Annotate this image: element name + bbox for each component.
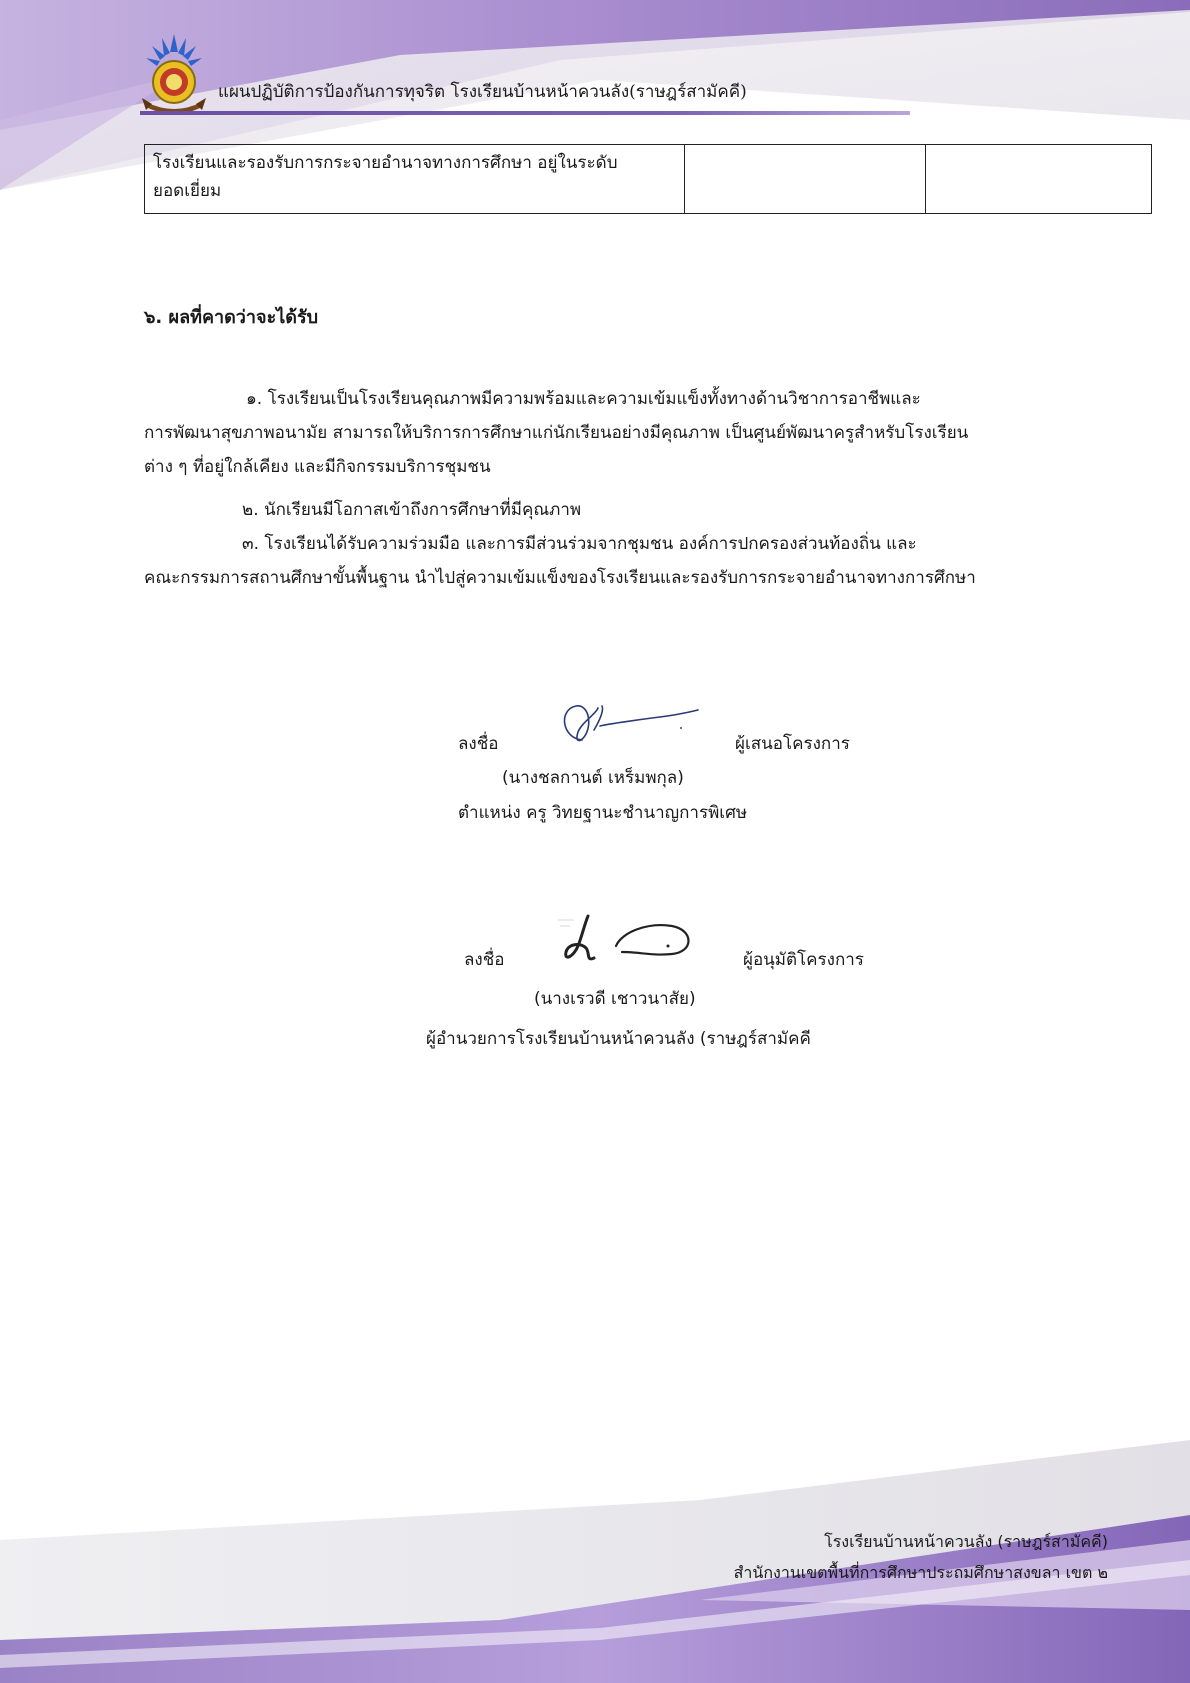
paragraph-line: การพัฒนาสุขภาพอนามัย สามารถให้บริการการศึกษาแก่นักเรียนอย่างมีคุณภาพ เป็นศูนย์พัฒนาครูสำหรับโรงเรียน <box>144 423 969 443</box>
section-heading: ๖. ผลที่คาดว่าจะได้รับ <box>144 307 319 328</box>
header-divider <box>140 111 910 115</box>
proposer-name: (นางชลกานต์ เหร็มพกุล) <box>502 768 684 788</box>
paragraph-line: คณะกรรมการสถานศึกษาขั้นพื้นฐาน นำไปสู่ความเข้มแข็งของโรงเรียนและรองรับการกระจายอำนาจทางการศึกษา <box>144 568 976 588</box>
paragraph-line: ๓. โรงเรียนได้รับความร่วมมือ และการมีส่วนร่วมจากชุมชน องค์การปกครองส่วนท้องถิ่น และ <box>242 534 917 554</box>
footer-office-name: สำนักงานเขตพื้นที่การศึกษาประถมศึกษาสงขลา เขต ๒ <box>733 1563 1108 1582</box>
table-cell <box>145 145 685 214</box>
sign-label: ลงชื่อ <box>458 734 499 754</box>
paragraph-line: ต่าง ๆ ที่อยู่ใกล้เคียง และมีกิจกรรมบริการชุมชน <box>144 457 491 477</box>
proposer-role: ผู้เสนอโครงการ <box>735 734 850 754</box>
signature-image <box>556 912 698 974</box>
school-emblem-icon <box>140 32 208 114</box>
paragraph-line: ๒. นักเรียนมีโอกาสเข้าถึงการศึกษาที่มีคุณภาพ <box>242 500 582 520</box>
cell-text-line: ยอดเยี่ยม <box>153 181 222 201</box>
expected-result-3 <box>144 527 1154 595</box>
objectives-table <box>144 144 1152 214</box>
sign-label: ลงชื่อ <box>464 950 505 970</box>
header-title: แผนปฏิบัติการป้องกันการทุจริต โรงเรียนบ้านหน้าควนลัง(ราษฎร์สามัคคี) <box>218 82 747 102</box>
expected-result-2 <box>144 493 1154 527</box>
footer-school-name: โรงเรียนบ้านหน้าควนลัง (ราษฎร์สามัคคี) <box>824 1532 1108 1551</box>
table-cell <box>685 145 926 214</box>
approver-role: ผู้อนุมัติโครงการ <box>743 950 864 970</box>
approver-name: (นางเรวดี เชาวนาสัย) <box>534 989 696 1009</box>
proposer-position: ตำแหน่ง ครู วิทยฐานะชำนาญการพิเศษ <box>458 803 748 823</box>
cell-text-line: โรงเรียนและรองรับการกระจายอำนาจทางการศึกษา อยู่ในระดับ <box>153 153 618 173</box>
paragraph-line: ๑. โรงเรียนเป็นโรงเรียนคุณภาพมีความพร้อมและความเข้มแข็งทั้งทางด้านวิชาการอาชีพและ <box>246 389 921 409</box>
table-cell <box>926 145 1152 214</box>
approver-position: ผู้อำนวยการโรงเรียนบ้านหน้าควนลัง (ราษฎร์สามัคคี <box>426 1029 811 1049</box>
signature-image <box>552 700 702 760</box>
expected-result-1 <box>144 382 1154 484</box>
table-row <box>145 145 1152 214</box>
